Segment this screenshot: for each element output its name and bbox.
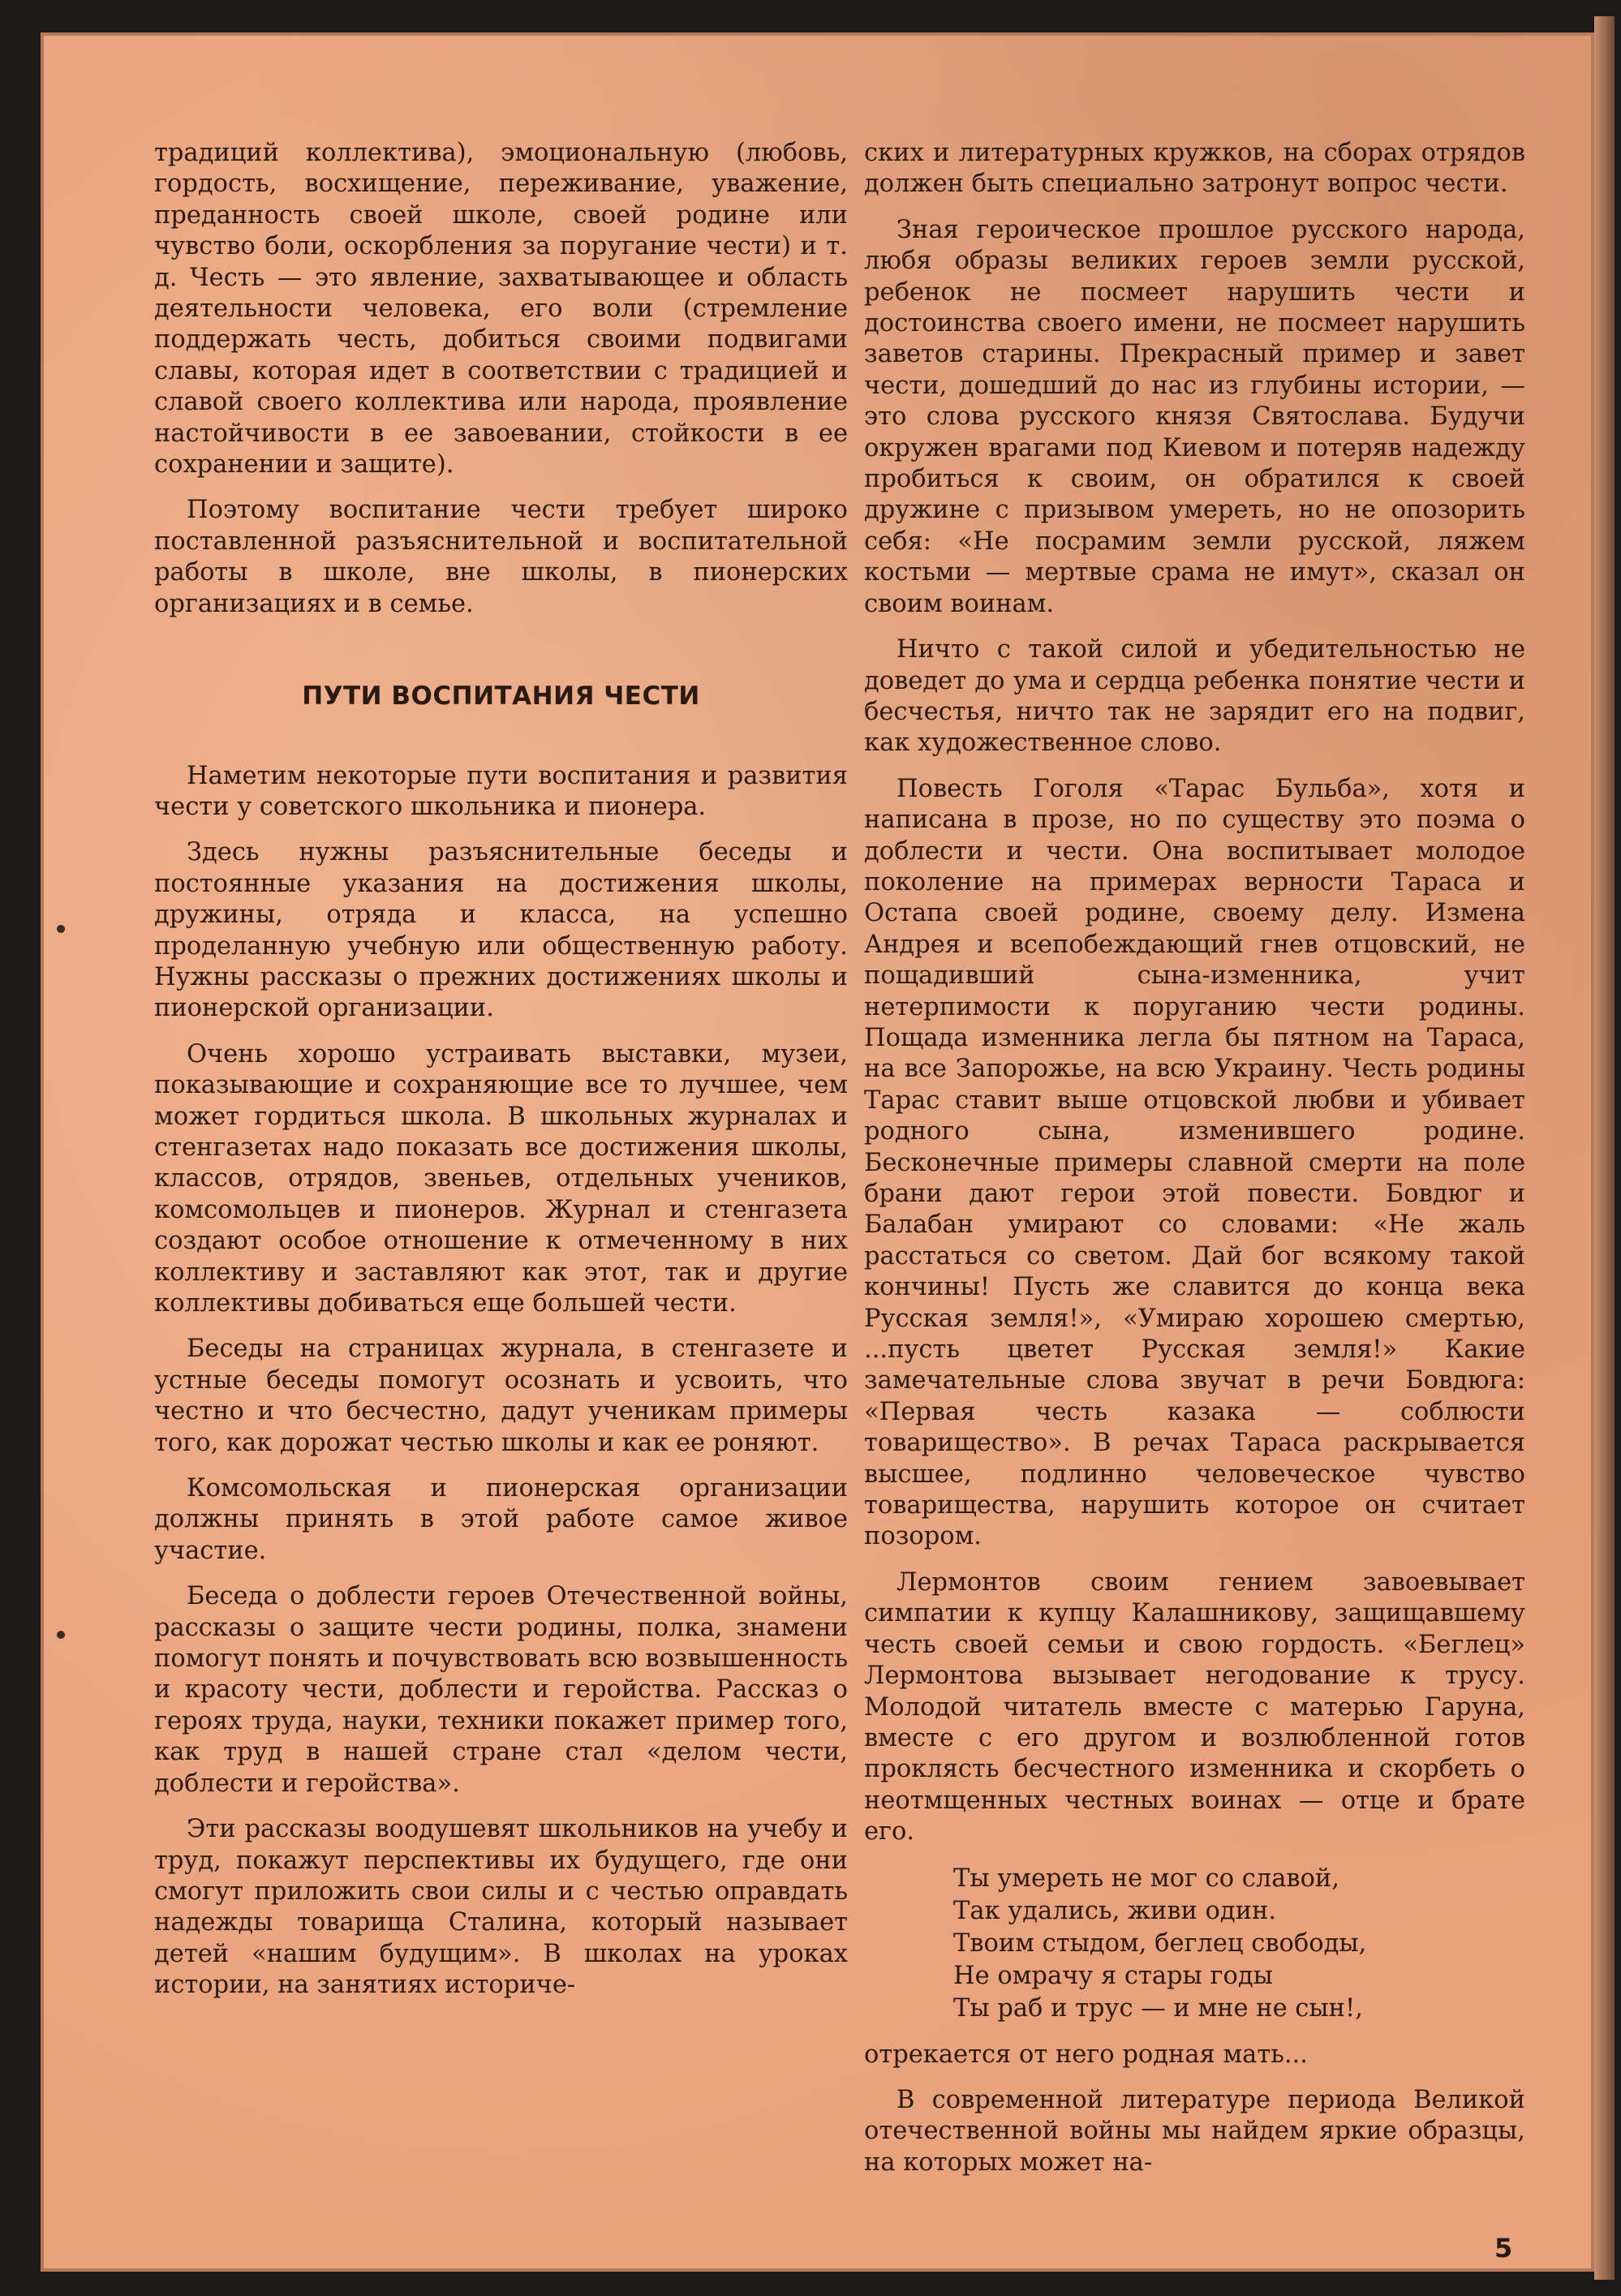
paragraph: Ничто с такой силой и убедительностью не доведет до ума и сердца ребенка понятие чести и бесчестья, ничто так не зарядит его на подвиг, как художественное слово. — [864, 635, 1525, 758]
page-edge — [1594, 16, 1615, 2280]
paragraph: Комсомольская и пионерская организации должны принять в этой работе самое живое участие. — [154, 1474, 848, 1565]
paragraph: Беседы на страницах журнала, в стенгазете и устные беседы помогут осознать и усвоить, что честно и что бесчестно, дадут ученикам примеры того, как дорожат честью школы и как ее роняют. — [154, 1335, 848, 1457]
staple-hole — [57, 1631, 65, 1639]
paragraph: В современной литературе периода Великой отечественной войны мы найдем яркие образцы, на которых может на- — [864, 2085, 1525, 2177]
poem-quote — [953, 1863, 1525, 2025]
section-heading: ПУТИ ВОСПИТАНИЯ ЧЕСТИ — [302, 681, 700, 712]
poem-line: Твоим стыдом, беглец свободы, — [953, 1928, 1367, 1958]
paragraph: ских и литературных кружков, на сборах отрядов должен быть специально затронут вопрос чести. — [864, 139, 1525, 199]
paragraph: отрекается от него родная мать... — [864, 2040, 1308, 2069]
poem-line: Не омрачу я стары годы — [953, 1961, 1273, 1990]
paragraph: Беседа о доблести героев Отечественной войны, рассказы о защите чести родины, полка, знамени помогут понять и почувствовать всю возвышенность и красоту чести, доблести и геройства. Рассказ о героях труда, науки, техники покажет пример того, как труд в нашей стране стал «делом чести, доблести и геройства». — [154, 1582, 848, 1798]
staple-hole — [57, 925, 65, 933]
paragraph: Лермонтов своим гением завоевывает симпатии к купцу Калашникову, защищавшему честь своей семьи и свою гордость. «Беглец» Лермонтова вызывает негодование к трусу. Молодой читатель вместе с матерью Гаруна, вместе с его другом и возлюбленной готов проклясть бесчестного изменника и скорбеть о неотмщенных честных воинах — отце и брате его. — [864, 1567, 1525, 1847]
paragraph: Поэтому воспитание чести требует широко поставленной разъяснительной и воспитательной работы в школе, вне школы, в пионерских организациях и в семье. — [154, 496, 848, 618]
poem-line: Ты раб и трус — и мне не сын!, — [953, 1993, 1363, 2023]
paragraph: Повесть Гоголя «Тарас Бульба», хотя и написана в прозе, но по существу это поэма о доблести и чести. Она воспитывает молодое поколение на примерах верности Тараса и Остапа своей родине, своему делу. Измена Андрея и всепобеждающий гнев отцовский, не пощадивший сына-изменника, учит нетерпимости к поруганию чести родины. Пощада изменника легла бы пятном на Тараса, на все Запорожье, на всю Украину. Честь родины Тарас ставит выше отцовской любви и убивает родного сына, изменившего родине. Бесконечные примеры славной смерти на поле брани дают герои этой повести. Бовдюг и Балабан умирают со словами: «Не жаль расстаться со светом. Дай бог всякому такой кончины! Пусть же славится до конца века Русская земля!», «Умираю хорошею смертью, ...пусть цветет Русская земля!» Какие замечательные слова звучат в речи Бовдюга: «Первая честь казака — соблюсти товарищество». В речах Тараса раскрывается высшее, подлинно человеческое чувство товарищества, нарушить которое он считает позором. — [864, 774, 1525, 1551]
paragraph: Наметим некоторые пути воспитания и развития чести у советского школьника и пионера. — [154, 761, 848, 821]
paragraph: Очень хорошо устраивать выставки, музеи, показывающие и сохраняющие все то лучшее, чем может гордиться школа. В школьных журналах и стенгазетах надо показать все достижения школы, классов, отрядов, звеньев, отдельных учеников, комсомольцев и пионеров. Журнал и стенгазета создают особое отношение к отмеченному в них коллективу и заставляют как этот, так и другие коллективы добиваться еще большей чести. — [154, 1039, 848, 1318]
page-number: 5 — [1494, 2233, 1513, 2264]
paragraph: Зная героическое прошлое русского народа, любя образы великих героев земли русской, ребенок не посмеет нарушить чести и достоинства своего имени, не посмеет нарушить заветов старины. Прекрасный пример и завет чести, дошедший до нас из глубины истории, — это слова русского князя Святослава. Будучи окружен врагами под Киевом и потеряв надежду пробиться к своим, он обратился к своей дружине с призывом умереть, но не опозорить себя: «Не посрамим земли русской, ляжем костьми — мертвые срама не имут», сказал он своим воинам. — [864, 215, 1525, 618]
poem-line: Ты умереть не мог со славой, — [953, 1864, 1339, 1893]
paragraph: Здесь нужны разъяснительные беседы и постоянные указания на достижения школы, дружины, отряда и класса, на успешно проделанную учебную или общественную работу. Нужны рассказы о прежних достижениях школы и пионерской организации. — [154, 838, 848, 1023]
paragraph: традиций коллектива), эмоциональную (любовь, гордость, восхищение, переживание, уважение, преданность своей школе, своей родине или чувство боли, оскорбления за поругание чести) и т. д. Честь — это явление, захватывающее и область деятельности человека, его воли (стремление поддержать честь, добиться своими подвигами славы, которая идет в соответствии с традицией и славой своего коллектива или народа, проявление настойчивости в ее завоевании, стойкости в ее сохранении и защите). — [154, 139, 848, 479]
left-column — [154, 138, 848, 2016]
paragraph: Эти рассказы воодушевят школьников на учебу и труд, покажут перспективы их будущего, где они смогут приложить свои силы и с честью оправдать надежды товарища Сталина, который называет детей «нашим будущим». В школах на уроках истории, на занятиях историче- — [154, 1815, 848, 2000]
right-column — [864, 138, 1525, 2193]
poem-line: Так удались, живи один. — [953, 1896, 1277, 1925]
